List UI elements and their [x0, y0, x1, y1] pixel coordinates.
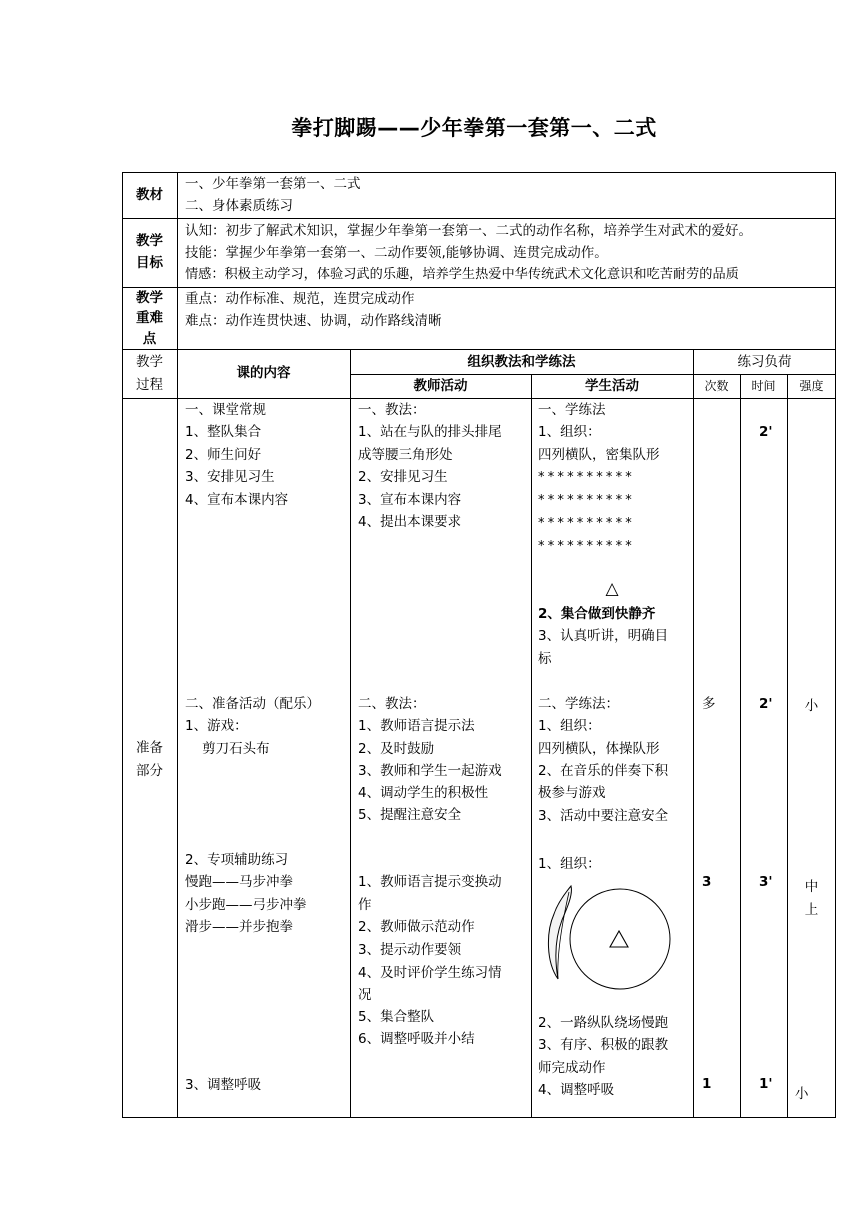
count-header: 次数	[704, 379, 729, 393]
org-header: 组织教法和学练法	[467, 354, 576, 370]
content-b-1: 1、游戏：	[185, 718, 248, 734]
process-label-1: 教学	[136, 354, 163, 370]
content-c-3: 滑步——并步抱拳	[185, 919, 293, 935]
teacher-a-5: 4、提出本课要求	[358, 514, 462, 530]
teacher-a-4: 3、宣布本课内容	[358, 492, 462, 508]
time-4: 1'	[759, 1076, 773, 1092]
count-3: 3	[702, 874, 712, 890]
content-a-0: 一、课堂常规	[185, 402, 266, 418]
teacher-b-1: 1、教师语言提示法	[358, 718, 475, 734]
content-c-1: 慢跑——马步冲拳	[185, 874, 293, 890]
teacher-triangle-icon: △	[605, 579, 619, 599]
content-a-4: 4、宣布本课内容	[185, 492, 289, 508]
teacher-b-3: 3、教师和学生一起游戏	[358, 763, 502, 779]
student-a-4: 3、认真听讲，明确目	[538, 628, 669, 644]
student-b-2: 四列横队，体操队形	[538, 741, 660, 757]
jiaocai-line-1: 一、少年拳第一套第一、二式	[185, 176, 361, 192]
zhongnan-line-2: 难点：动作连贯快速、协调，动作路线清晰	[185, 313, 442, 329]
mubiao-line-2: 技能：掌握少年拳第一套第一、二动作要领,能够协调、连贯完成动作。	[185, 245, 608, 261]
section-label-2: 部分	[136, 763, 163, 779]
formation-stars-3: **********	[538, 516, 635, 531]
formation-stars-2: **********	[538, 493, 635, 508]
teacher-a-2: 成等腰三角形处	[358, 447, 453, 463]
time-1: 2'	[759, 424, 773, 440]
student-a-0: 一、学练法	[538, 402, 606, 418]
student-b-0: 二、学练法：	[538, 696, 619, 712]
page-title: 拳打脚踢——少年拳第一套第一、二式	[291, 116, 657, 140]
teacher-b-4: 4、调动学生的积极性	[358, 785, 489, 801]
student-c-0: 1、组织：	[538, 856, 601, 872]
intensity-3b: 上	[804, 902, 819, 918]
teacher-c-5: 况	[358, 987, 372, 1003]
teacher-a-0: 一、教法：	[358, 402, 426, 418]
content-header: 课的内容	[236, 365, 291, 381]
student-a-5: 标	[538, 651, 552, 667]
mubiao-label-1: 教学	[136, 233, 163, 249]
teacher-c-7: 6、调整呼吸并小结	[358, 1031, 475, 1047]
teacher-c-1: 作	[358, 897, 372, 913]
process-label-2: 过程	[136, 377, 163, 393]
intensity-3a: 中	[804, 879, 819, 895]
teacher-a-3: 2、安排见习生	[358, 469, 448, 485]
running-circle-diagram	[540, 880, 690, 995]
content-c-0: 2、专项辅助练习	[185, 852, 289, 868]
zhongnan-label-1: 教学	[136, 290, 163, 306]
time-2: 2'	[759, 696, 773, 712]
intensity-4: 小	[795, 1086, 809, 1102]
load-header: 练习负荷	[737, 354, 792, 370]
intensity-header: 强度	[799, 379, 824, 393]
student-b-5: 3、活动中要注意安全	[538, 808, 669, 824]
teacher-c-3: 3、提示动作要领	[358, 942, 462, 958]
jiaocai-label: 教材	[136, 187, 163, 203]
content-a-3: 3、安排见习生	[185, 469, 275, 485]
student-c-3: 师完成动作	[538, 1060, 606, 1076]
mubiao-line-3: 情感：积极主动学习，体验习武的乐趣，培养学生热爱中华传统武术文化意识和吃苦耐劳的品质	[185, 267, 739, 282]
mubiao-line-1: 认知：初步了解武术知识，掌握少年拳第一套第一、二式的动作名称，培养学生对武术的爱好。	[185, 223, 752, 239]
teacher-b-2: 2、及时鼓励	[358, 741, 435, 757]
teacher-b-5: 5、提醒注意安全	[358, 807, 462, 823]
jiaocai-line-2: 二、身体素质练习	[185, 198, 293, 214]
zhongnan-label-3: 点	[142, 331, 157, 347]
count-2: 多	[702, 696, 716, 712]
content-d: 3、调整呼吸	[185, 1077, 262, 1093]
student-c-4: 4、调整呼吸	[538, 1082, 615, 1098]
time-header: 时间	[751, 379, 776, 393]
teacher-c-2: 2、教师做示范动作	[358, 919, 475, 935]
formation-stars-4: **********	[538, 539, 635, 554]
teacher-a-1: 1、站在与队的排头排尾	[358, 424, 502, 440]
formation-stars-1: **********	[538, 470, 635, 485]
time-3: 3'	[759, 874, 773, 890]
student-c-2: 3、有序、积极的跟教	[538, 1037, 669, 1053]
student-a-2: 四列横队，密集队形	[538, 447, 660, 463]
student-b-3: 2、在音乐的伴奏下积	[538, 763, 669, 779]
teacher-c-4: 4、及时评价学生练习情	[358, 965, 502, 981]
student-b-1: 1、组织：	[538, 718, 601, 734]
content-b-2: 剪刀石头布	[185, 741, 270, 757]
teacher-header: 教师活动	[413, 378, 468, 394]
section-label-1: 准备	[136, 740, 163, 756]
intensity-2: 小	[804, 698, 819, 714]
student-b-4: 极参与游戏	[538, 785, 606, 801]
teacher-b-0: 二、教法：	[358, 696, 426, 712]
content-a-2: 2、师生问好	[185, 447, 262, 463]
teacher-c-0: 1、教师语言提示变换动	[358, 874, 502, 890]
lesson-plan-table	[122, 172, 836, 1118]
content-b-0: 二、准备活动（配乐）	[185, 696, 320, 712]
count-4: 1	[702, 1076, 712, 1092]
content-a-1: 1、整队集合	[185, 424, 262, 440]
student-c-1: 2、一路纵队绕场慢跑	[538, 1015, 669, 1031]
student-a-3: 2、集合做到快静齐	[538, 606, 656, 622]
teacher-c-6: 5、集合整队	[358, 1009, 435, 1025]
student-header: 学生活动	[585, 378, 639, 394]
mubiao-label-2: 目标	[136, 255, 163, 271]
zhongnan-line-1: 重点：动作标准、规范，连贯完成动作	[185, 291, 415, 307]
content-c-2: 小步跑——弓步冲拳	[185, 897, 307, 913]
student-a-1: 1、组织：	[538, 424, 601, 440]
zhongnan-label-2: 重难	[136, 310, 163, 326]
